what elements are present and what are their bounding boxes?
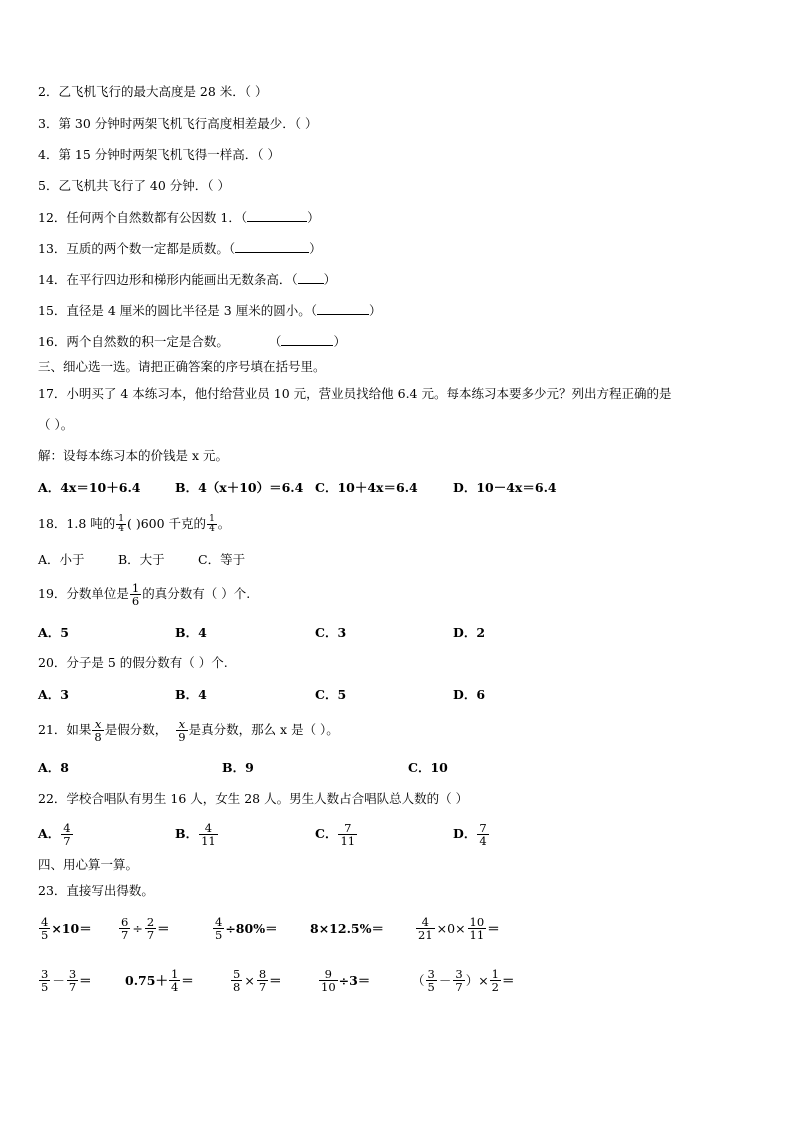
q21-option-a[interactable]: A．8 xyxy=(38,760,69,775)
q18-option-a[interactable]: A．小于 xyxy=(38,552,85,567)
question-18: 18．1.8 吨的 $\frac{1}{4}$ ( )600 千克的 $\frac{1}{4}$ 。 xyxy=(38,514,231,534)
q20-option-b[interactable]: B．4 xyxy=(175,687,207,702)
q22-option-d[interactable]: D． $\frac{7}{4}$ xyxy=(453,820,487,848)
q18-option-b[interactable]: B．大于 xyxy=(118,552,165,567)
question-22: 22．学校合唱队有男生 16 人，女生 28 人。男生人数占合唱队总人数的（ ） xyxy=(38,791,469,806)
fraction: $\frac{4}{7}$ xyxy=(63,820,71,848)
answer-blank[interactable] xyxy=(247,209,307,222)
calc-7: 0.75＋ $\frac{1}{4}$ ＝ xyxy=(125,966,194,994)
q22-option-c[interactable]: C． $\frac{7}{11}$ xyxy=(315,820,356,848)
calc-10: （ $\frac{3}{5}$ － $\frac{3}{7}$ ）× $\frac{1}{2}$ ＝ xyxy=(412,966,515,994)
calc-8: $\frac{5}{8}$ × $\frac{8}{7}$ ＝ xyxy=(233,966,282,994)
calc-4: 8×12.5%＝ xyxy=(310,921,384,936)
question-17-line2: （ ）。 xyxy=(38,417,74,432)
q20-option-a[interactable]: A．3 xyxy=(38,687,69,702)
calc-9: $\frac{9}{10}$ ÷3＝ xyxy=(321,966,371,994)
fraction: $\frac{1}{4}$ xyxy=(118,514,124,534)
section-heading-3: 三、细心选一选。请把正确答案的序号填在括号里。 xyxy=(38,359,326,374)
q21-option-c[interactable]: C．10 xyxy=(408,760,448,775)
fraction: $\frac{x}{8}$ xyxy=(94,717,102,744)
calc-2: $\frac{6}{7}$ ÷ $\frac{2}{7}$ ＝ xyxy=(121,914,170,942)
q20-option-c[interactable]: C．5 xyxy=(315,687,347,702)
question-15: 15．直径是 4 厘米的圆比半径是 3 厘米的圆小。（ ） xyxy=(38,303,382,318)
q19-option-b[interactable]: B．4 xyxy=(175,625,207,640)
q20-option-d[interactable]: D．6 xyxy=(453,687,486,702)
question-23-title: 23．直接写出得数。 xyxy=(38,883,154,898)
judge-item-5: 5．乙飞机共飞行了 40 分钟．（ ） xyxy=(38,178,231,193)
q17-option-c[interactable]: C．10＋4x＝6.4 xyxy=(315,480,418,495)
fraction: $\frac{4}{11}$ xyxy=(201,820,216,848)
q18-option-c[interactable]: C．等于 xyxy=(198,552,246,567)
calc-5: $\frac{4}{21}$ ×0× $\frac{10}{11}$ ＝ xyxy=(418,914,500,942)
q19-option-a[interactable]: A．5 xyxy=(38,625,69,640)
q19-option-c[interactable]: C．3 xyxy=(315,625,347,640)
answer-blank[interactable] xyxy=(235,240,309,253)
judge-item-2: 2．乙飞机飞行的最大高度是 28 米．（ ） xyxy=(38,84,268,99)
calc-6: $\frac{3}{5}$ － $\frac{3}{7}$ ＝ xyxy=(41,966,92,994)
answer-blank[interactable] xyxy=(281,333,333,346)
question-19: 19．分数单位是 $\frac{1}{6}$ 的真分数有（ ）个. xyxy=(38,581,251,608)
question-13: 13．互质的两个数一定都是质数。（ ） xyxy=(38,241,322,256)
question-20: 20．分子是 5 的假分数有（ ）个. xyxy=(38,655,228,670)
section-heading-4: 四、用心算一算。 xyxy=(38,857,139,872)
fraction: $\frac{7}{4}$ xyxy=(479,820,487,848)
calc-1: $\frac{4}{5}$ ×10＝ xyxy=(41,914,92,942)
calc-3: $\frac{4}{5}$ ÷80%＝ xyxy=(215,914,278,942)
q19-option-d[interactable]: D．2 xyxy=(453,625,486,640)
q17-option-b[interactable]: B．4（x＋10）＝6.4 xyxy=(175,480,304,495)
question-16: 16．两个自然数的积一定是合数。 （ ） xyxy=(38,334,346,349)
question-17-line1: 17．小明买了 4 本练习本，他付给营业员 10 元，营业员找给他 6.4 元。每本练习本要多少元？列出方程正确的是 xyxy=(38,386,672,401)
question-12: 12．任何两个自然数都有公因数 1．（ ） xyxy=(38,210,320,225)
question-14: 14．在平行四边形和梯形内能画出无数条高．（ ） xyxy=(38,272,337,287)
question-17-solution: 解：设每本练习本的价钱是 x 元。 xyxy=(38,448,228,463)
judge-item-3: 3．第 30 分钟时两架飞机飞行高度相差最少．（ ） xyxy=(38,116,318,131)
answer-blank[interactable] xyxy=(317,302,369,315)
answer-blank[interactable] xyxy=(298,271,324,284)
q21-option-b[interactable]: B．9 xyxy=(222,760,254,775)
fraction: $\frac{7}{11}$ xyxy=(340,820,356,848)
q22-option-b[interactable]: B． $\frac{4}{11}$ xyxy=(175,820,216,848)
q22-option-a[interactable]: A． $\frac{4}{7}$ xyxy=(38,820,71,848)
q17-option-a[interactable]: A．4x＝10＋6.4 xyxy=(38,480,141,495)
fraction: $\frac{x}{9}$ xyxy=(178,717,186,744)
fraction: $\frac{1}{6}$ xyxy=(131,581,140,608)
judge-item-4: 4．第 15 分钟时两架飞机飞得一样高．（ ） xyxy=(38,147,281,162)
q17-option-d[interactable]: D．10－4x＝6.4 xyxy=(453,480,557,495)
fraction: $\frac{1}{4}$ xyxy=(209,514,215,534)
question-21: 21．如果 $\frac{x}{8}$ 是假分数， $\frac{x}{9}$ 是真分数，那么 x 是（ ）。 xyxy=(38,717,339,744)
